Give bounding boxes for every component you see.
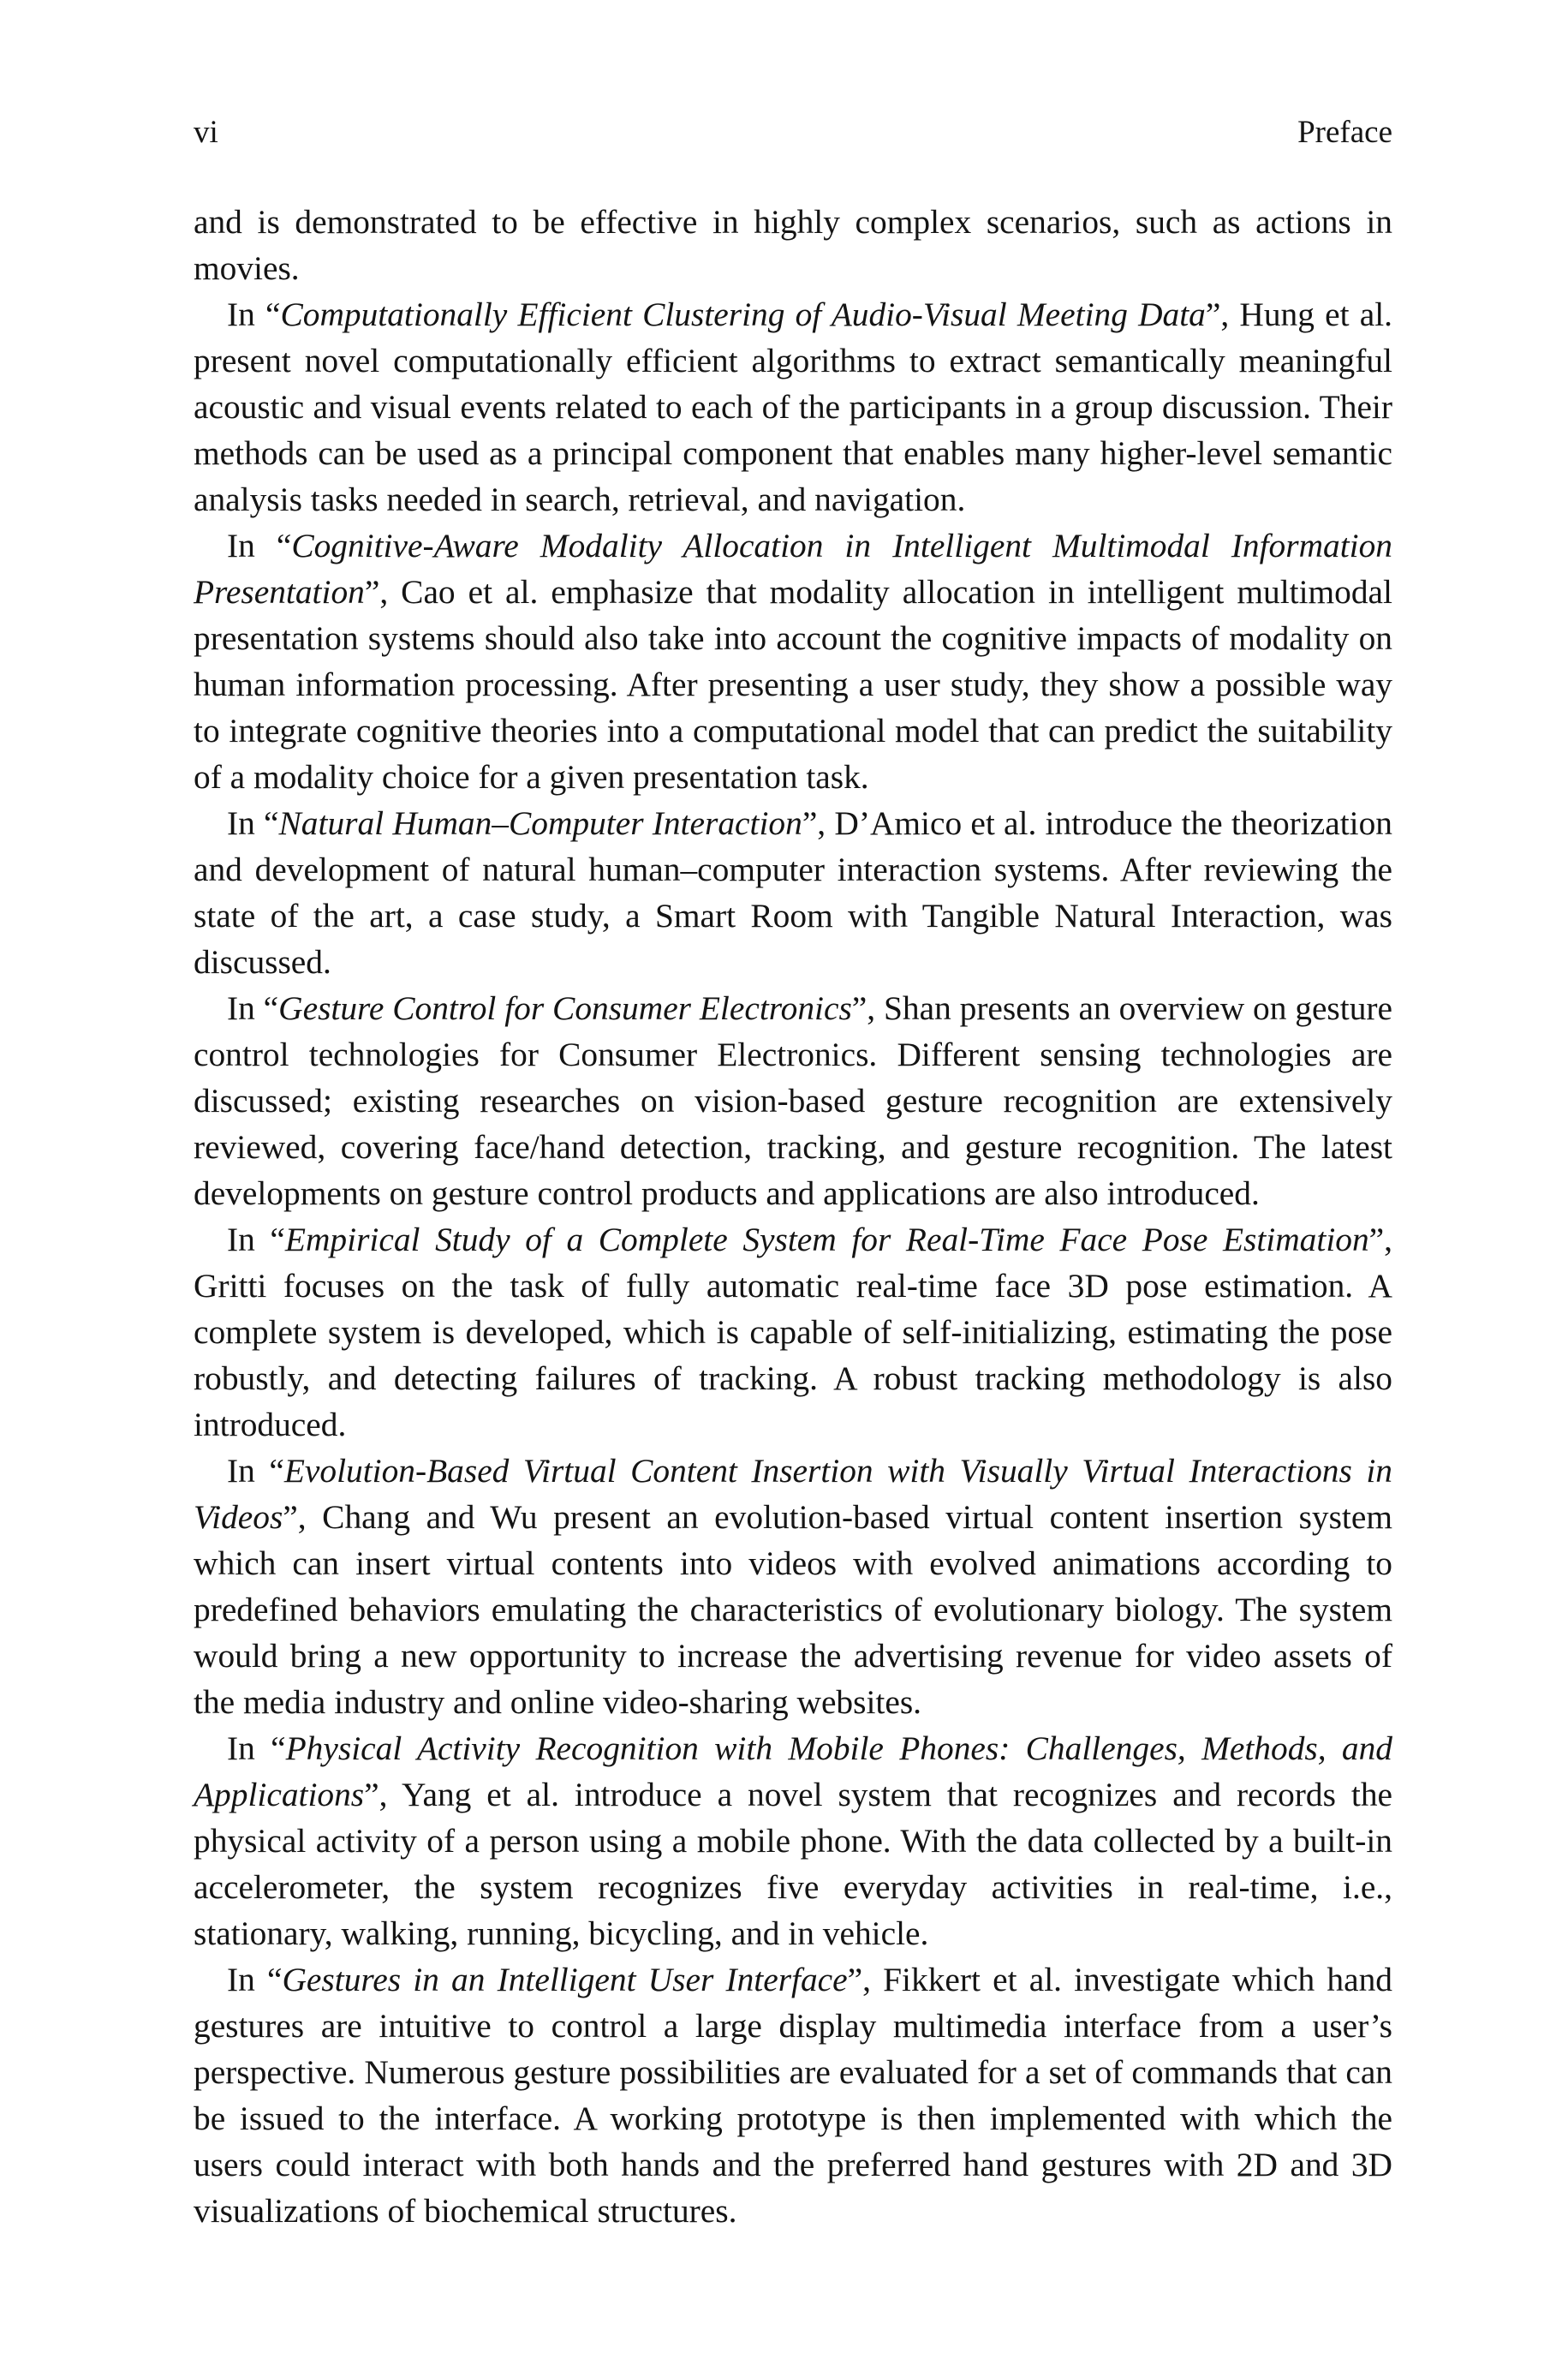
paragraph-gritti: In “Empirical Study of a Complete System for Real-Time Face Pose Estimation”, Gritti focuses on the task of fully automatic real-time face 3D pose estimation. A complete system is developed, which is capable of self-initializing, estimating the pose robustly, and detecting failures of tracking. A robust tracking methodology is also introduced. xyxy=(194,1221,1392,1443)
chapter-title: Gestures in an Intelligent User Interface xyxy=(282,1961,848,1998)
book-page xyxy=(194,111,1392,2234)
paragraph-cao: In “Cognitive-Aware Modality Allocation in Intelligent Multimodal Information Presentation”, Cao et al. emphasize that modality allocation in intelligent multimodal presentation systems should also take into account the cognitive impacts of modality on human information processing. After presenting a user study, they show a possible way to integrate cognitive theories into a computational model that can predict the suitability of a modality choice for a given presentation task. xyxy=(194,527,1392,796)
paragraph-hung: In “Computationally Efficient Clustering of Audio-Visual Meeting Data”, Hung et al. present novel computationally efficient algorithms to extract semantically meaningful acoustic and visual events related to each of the participants in a group discussion. Their methods can be used as a principal component that enables many higher-level semantic analysis tasks needed in search, retrieval, and navigation. xyxy=(194,296,1392,518)
page-number: vi xyxy=(194,115,218,150)
running-head xyxy=(194,111,1392,154)
paragraph-damico: In “Natural Human–Computer Interaction”, D’Amico et al. introduce the theorization and development of natural human–computer interaction systems. After reviewing the state of the art, a case study, a Smart Room with Tangible Natural Interaction, was discussed. xyxy=(194,804,1392,981)
paragraph-shan: In “Gesture Control for Consumer Electronics”, Shan presents an overview on gesture control technologies for Consumer Electronics. Different sensing technologies are discussed; existing researches on vision-based gesture recognition are extensively reviewed, covering face/hand detection, tracking, and gesture recognition. The latest developments on gesture control products and applications are also introduced. xyxy=(194,989,1392,1212)
paragraph-fikkert: In “Gestures in an Intelligent User Interface”, Fikkert et al. investigate which hand gestures are intuitive to control a large display multimedia interface from a user’s perspective. Numerous gesture possibilities are evaluated for a set of commands that can be issued to the interface. A working prototype is then implemented with which the users could interact with both hands and the preferred hand gestures with 2D and 3D visualizations of biochemical structures. xyxy=(194,1961,1392,2230)
chapter-title: Physical Activity Recognition with Mobile Phones: Challenges, Methods, and Applications xyxy=(194,1729,1392,1813)
chapter-title: Empirical Study of a Complete System for Real-Time Face Pose Estimation xyxy=(284,1221,1369,1258)
chapter-title: Natural Human–Computer Interaction xyxy=(278,804,802,842)
chapter-title: Gesture Control for Consumer Electronics xyxy=(278,989,852,1027)
paragraph-chang-wu: In “Evolution-Based Virtual Content Insertion with Visually Virtual Interactions in Videos”, Chang and Wu present an evolution-based virtual content insertion system which can insert virtual contents into videos with evolved animations according to predefined behaviors emulating the characteristics of evolutionary biology. The system would bring a new opportunity to increase the advertising revenue for video assets of the media industry and online video-sharing websites. xyxy=(194,1452,1392,1721)
chapter-title: Computationally Efficient Clustering of Audio-Visual Meeting Data xyxy=(280,296,1206,333)
section-title: Preface xyxy=(1297,115,1392,150)
body-text xyxy=(194,199,1392,2234)
paragraph-yang: In “Physical Activity Recognition with Mobile Phones: Challenges, Methods, and Applications”, Yang et al. introduce a novel system that recognizes and records the physical activity of a person using a mobile phone. With the data collected by a built-in accelerometer, the system recognizes five everyday activities in real-time, i.e., stationary, walking, running, bicycling, and in vehicle. xyxy=(194,1729,1392,1952)
paragraph-continuation: and is demonstrated to be effective in highly complex scenarios, such as actions in movies. xyxy=(194,203,1392,287)
chapter-title: Cognitive-Aware Modality Allocation in Intelligent Multimodal Information Presentation xyxy=(194,527,1392,611)
chapter-title: Evolution-Based Virtual Content Insertion with Visually Virtual Interactions in Videos xyxy=(194,1452,1392,1536)
